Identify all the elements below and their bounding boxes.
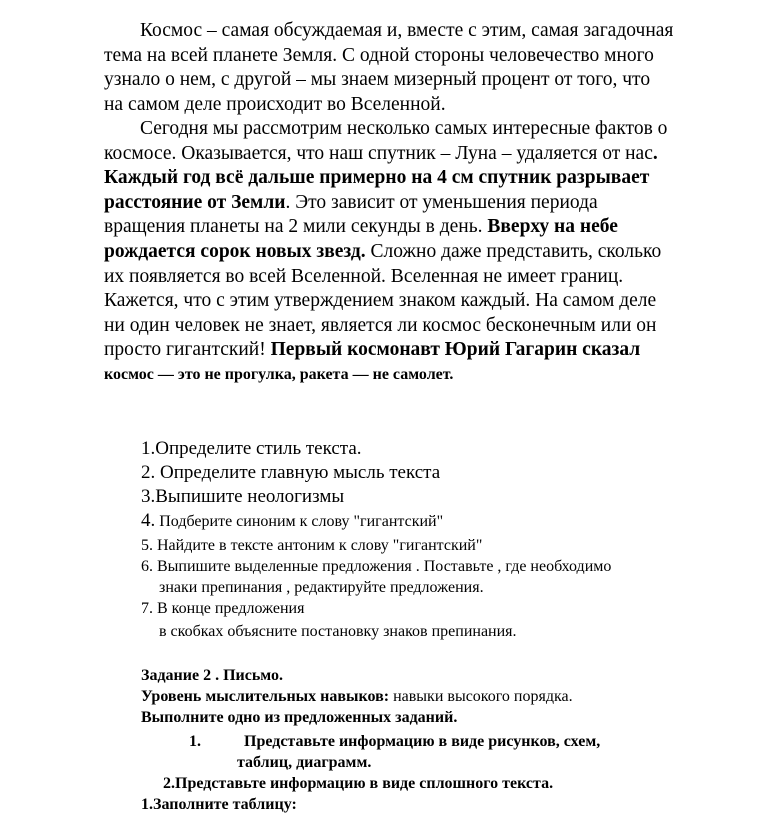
text-line: [104, 191, 744, 216]
text-run: . Это зависит от уменьшения периода: [285, 191, 598, 213]
question-7: 7. В конце предложения: [141, 600, 305, 617]
question-5: 5. Найдите в тексте антоним к слову "гигантский": [141, 537, 483, 554]
text-line: на самом деле происходит во Вселенной.: [104, 93, 446, 115]
question-text: Подберите синоним к слову "гигантский": [155, 513, 444, 530]
question-4: [141, 510, 443, 532]
text-line: ни один человек не знает, является ли космос бесконечным или он: [104, 314, 657, 336]
text-line: [104, 338, 744, 363]
thinking-level-label: Уровень мыслительных навыков:: [141, 688, 390, 705]
question-number: 4.: [141, 510, 156, 531]
text-line: их появляется во всей Вселенной. Вселенная не имеет границ.: [104, 265, 624, 287]
question-7-continued: в скобках объясните постановку знаков препинания.: [159, 623, 517, 640]
option-1-continued: таблиц, диаграмм.: [237, 754, 372, 771]
text-line: [104, 142, 744, 167]
bold-line: космос — это не прогулка, ракета — не самолет.: [104, 365, 454, 383]
text-line: [104, 215, 744, 240]
question-6: 6. Выпишите выделенные предложения . Поставьте , где необходимо: [141, 558, 612, 575]
thinking-level-value: навыки высокого порядка.: [389, 688, 573, 705]
text-line: узнало о нем, с другой – мы знаем мизерный процент от того, что: [104, 69, 651, 91]
text-line: Кажется, что с этим утверждением знаком каждый. На самом деле: [104, 290, 657, 312]
question-3: 3.Выпишите неологизмы: [141, 486, 345, 507]
text-run: космосе. Оказывается, что наш спутник – Луна – удаляется от нас: [104, 142, 653, 164]
bold-run: рождается сорок новых звезд.: [104, 240, 366, 262]
bold-run: Первый космонавт Юрий Гагарин сказал: [270, 339, 641, 361]
text-line: Космос – самая обсуждаемая и, вместе с этим, самая загадочная: [140, 20, 674, 41]
bold-run: расстояние от Земли: [104, 191, 286, 213]
question-2: 2. Определите главную мысль текста: [141, 462, 441, 483]
text-line: [104, 240, 744, 265]
bold-line: Каждый год всё дальше примерно на 4 см спутник разрывает: [104, 167, 650, 189]
fill-table-instruction: 1.Заполните таблицу:: [141, 796, 297, 813]
bold-run: Вверху на небе: [487, 216, 618, 238]
question-6-continued: знаки препинания , редактируйте предложения.: [159, 579, 484, 596]
text-line: тема на всей планете Земля. С одной стороны человечество много: [104, 44, 654, 66]
text-run: просто гигантский!: [104, 339, 271, 361]
task-title: Задание 2 . Письмо.: [141, 667, 283, 684]
thinking-level: [141, 688, 573, 706]
text-run: вращения планеты на 2 мили секунды в день.: [104, 216, 488, 238]
bold-run: .: [652, 142, 658, 164]
text-run: Сложно даже представить, сколько: [365, 240, 662, 262]
option-2: 2.Представьте информацию в виде сплошного текста.: [163, 775, 554, 792]
option-1-number: 1.: [189, 733, 201, 750]
paragraph-1: [104, 19, 744, 117]
paragraph-2: [104, 117, 744, 388]
option-1-text: Представьте информацию в виде рисунков, схем,: [244, 733, 601, 750]
text-line: Сегодня мы рассмотрим несколько самых интересные фактов о: [140, 118, 668, 139]
task-instruction: Выполните одно из предложенных заданий.: [141, 709, 458, 726]
question-1: 1.Определите стиль текста.: [141, 438, 362, 459]
